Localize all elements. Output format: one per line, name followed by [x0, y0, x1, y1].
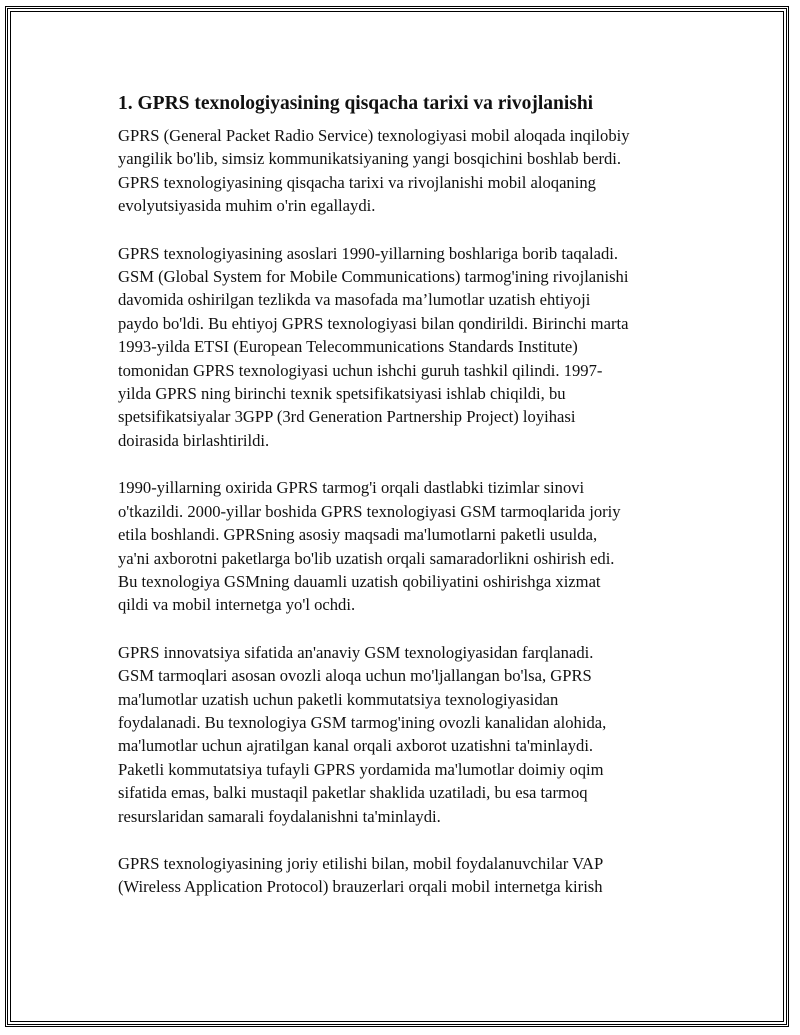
text-line: qildi va mobil internetga yo'l ochdi.	[118, 595, 356, 615]
text-line: paydo bo'ldi. Bu ehtiyoj GPRS texnologiyasi bilan qondirildi. Birinchi marta	[118, 313, 629, 333]
text-line: sifatida emas, balki mustaqil paketlar shaklida uzatiladi, bu esa tarmoq	[118, 783, 588, 803]
text-line: GPRS texnologiyasining joriy etilishi bilan, mobil foydalanuvchilar VAP	[118, 853, 604, 873]
text-line: GPRS (General Packet Radio Service) texnologiyasi mobil aloqada inqilobiy	[118, 126, 630, 145]
text-line: GSM (Global System for Mobile Communications) tarmog'ining rivojlanishi	[118, 267, 629, 287]
document-body	[118, 90, 698, 923]
text-line: 1993-yilda ETSI (European Telecommunications Standards Institute)	[118, 337, 578, 357]
text-line: doirasida birlashtirildi.	[118, 430, 270, 450]
text-line: spetsifikatsiyalar 3GPP (3rd Generation Partnership Project) loyihasi	[118, 407, 576, 427]
text-line: evolyutsiyasida muhim o'rin egallaydi.	[118, 196, 376, 216]
text-line: ma'lumotlar uzatish uchun paketli kommutatsiya texnologiyasidan	[118, 689, 559, 709]
text-line: yangilik bo'lib, simsiz kommunikatsiyaning yangi bosqichini boshlab berdi.	[118, 149, 622, 169]
text-line: 1990-yillarning oxirida GPRS tarmog'i orqali dastlabki tizimlar sinovi	[118, 478, 585, 498]
text-line: Bu texnologiya GSMning dauamli uzatish qobiliyatini oshirishga xizmat	[118, 571, 601, 591]
text-line: etila boshlandi. GPRSning asosiy maqsadi ma'lumotlarni paketli usulda,	[118, 525, 598, 545]
text-line: o'tkazildi. 2000-yillar boshida GPRS texnologiyasi GSM tarmoqlarida joriy	[118, 501, 621, 521]
paragraph-4	[118, 641, 698, 828]
text-line: yilda GPRS ning birinchi texnik spetsifikatsiyasi ishlab chiqildi, bu	[118, 384, 566, 404]
paragraph-5	[118, 852, 698, 899]
text-line: GPRS texnologiyasining qisqacha tarixi va rivojlanishi mobil aloqaning	[118, 172, 596, 192]
paragraph-2	[118, 242, 698, 453]
text-line: GSM tarmoqlari asosan ovozli aloqa uchun mo'ljallangan bo'lsa, GPRS	[118, 666, 592, 686]
paragraph-3	[118, 476, 698, 616]
text-line: GPRS innovatsiya sifatida an'anaviy GSM texnologiyasidan farqlanadi.	[118, 642, 594, 662]
text-line: ya'ni axborotni paketlarga bo'lib uzatish orqali samaradorlikni oshirish edi.	[118, 548, 615, 568]
text-line: resurslaridan samarali foydalanishni ta'minlaydi.	[118, 806, 441, 826]
section-heading: 1. GPRS texnologiyasining qisqacha tarixi va rivojlanishi	[118, 93, 594, 114]
text-line: Paketli kommutatsiya tufayli GPRS yordamida ma'lumotlar doimiy oqim	[118, 759, 604, 779]
text-line: davomida oshirilgan tezlikda va masofada ma’lumotlar uzatish ehtiyoji	[118, 290, 591, 310]
text-line: ma'lumotlar uchun ajratilgan kanal orqali axborot uzatishni ta'minlaydi.	[118, 736, 594, 756]
text-line: GPRS texnologiyasining asoslari 1990-yillarning boshlariga borib taqaladi.	[118, 243, 619, 263]
text-line: tomonidan GPRS texnologiyasi uchun ishchi guruh tashkil qilindi. 1997-	[118, 360, 603, 380]
paragraph-1	[118, 124, 698, 218]
text-line: (Wireless Application Protocol) brauzerlari orqali mobil internetga kirish	[118, 877, 603, 897]
text-line: foydalanadi. Bu texnologiya GSM tarmog'ining ovozli kanalidan alohida,	[118, 712, 607, 732]
